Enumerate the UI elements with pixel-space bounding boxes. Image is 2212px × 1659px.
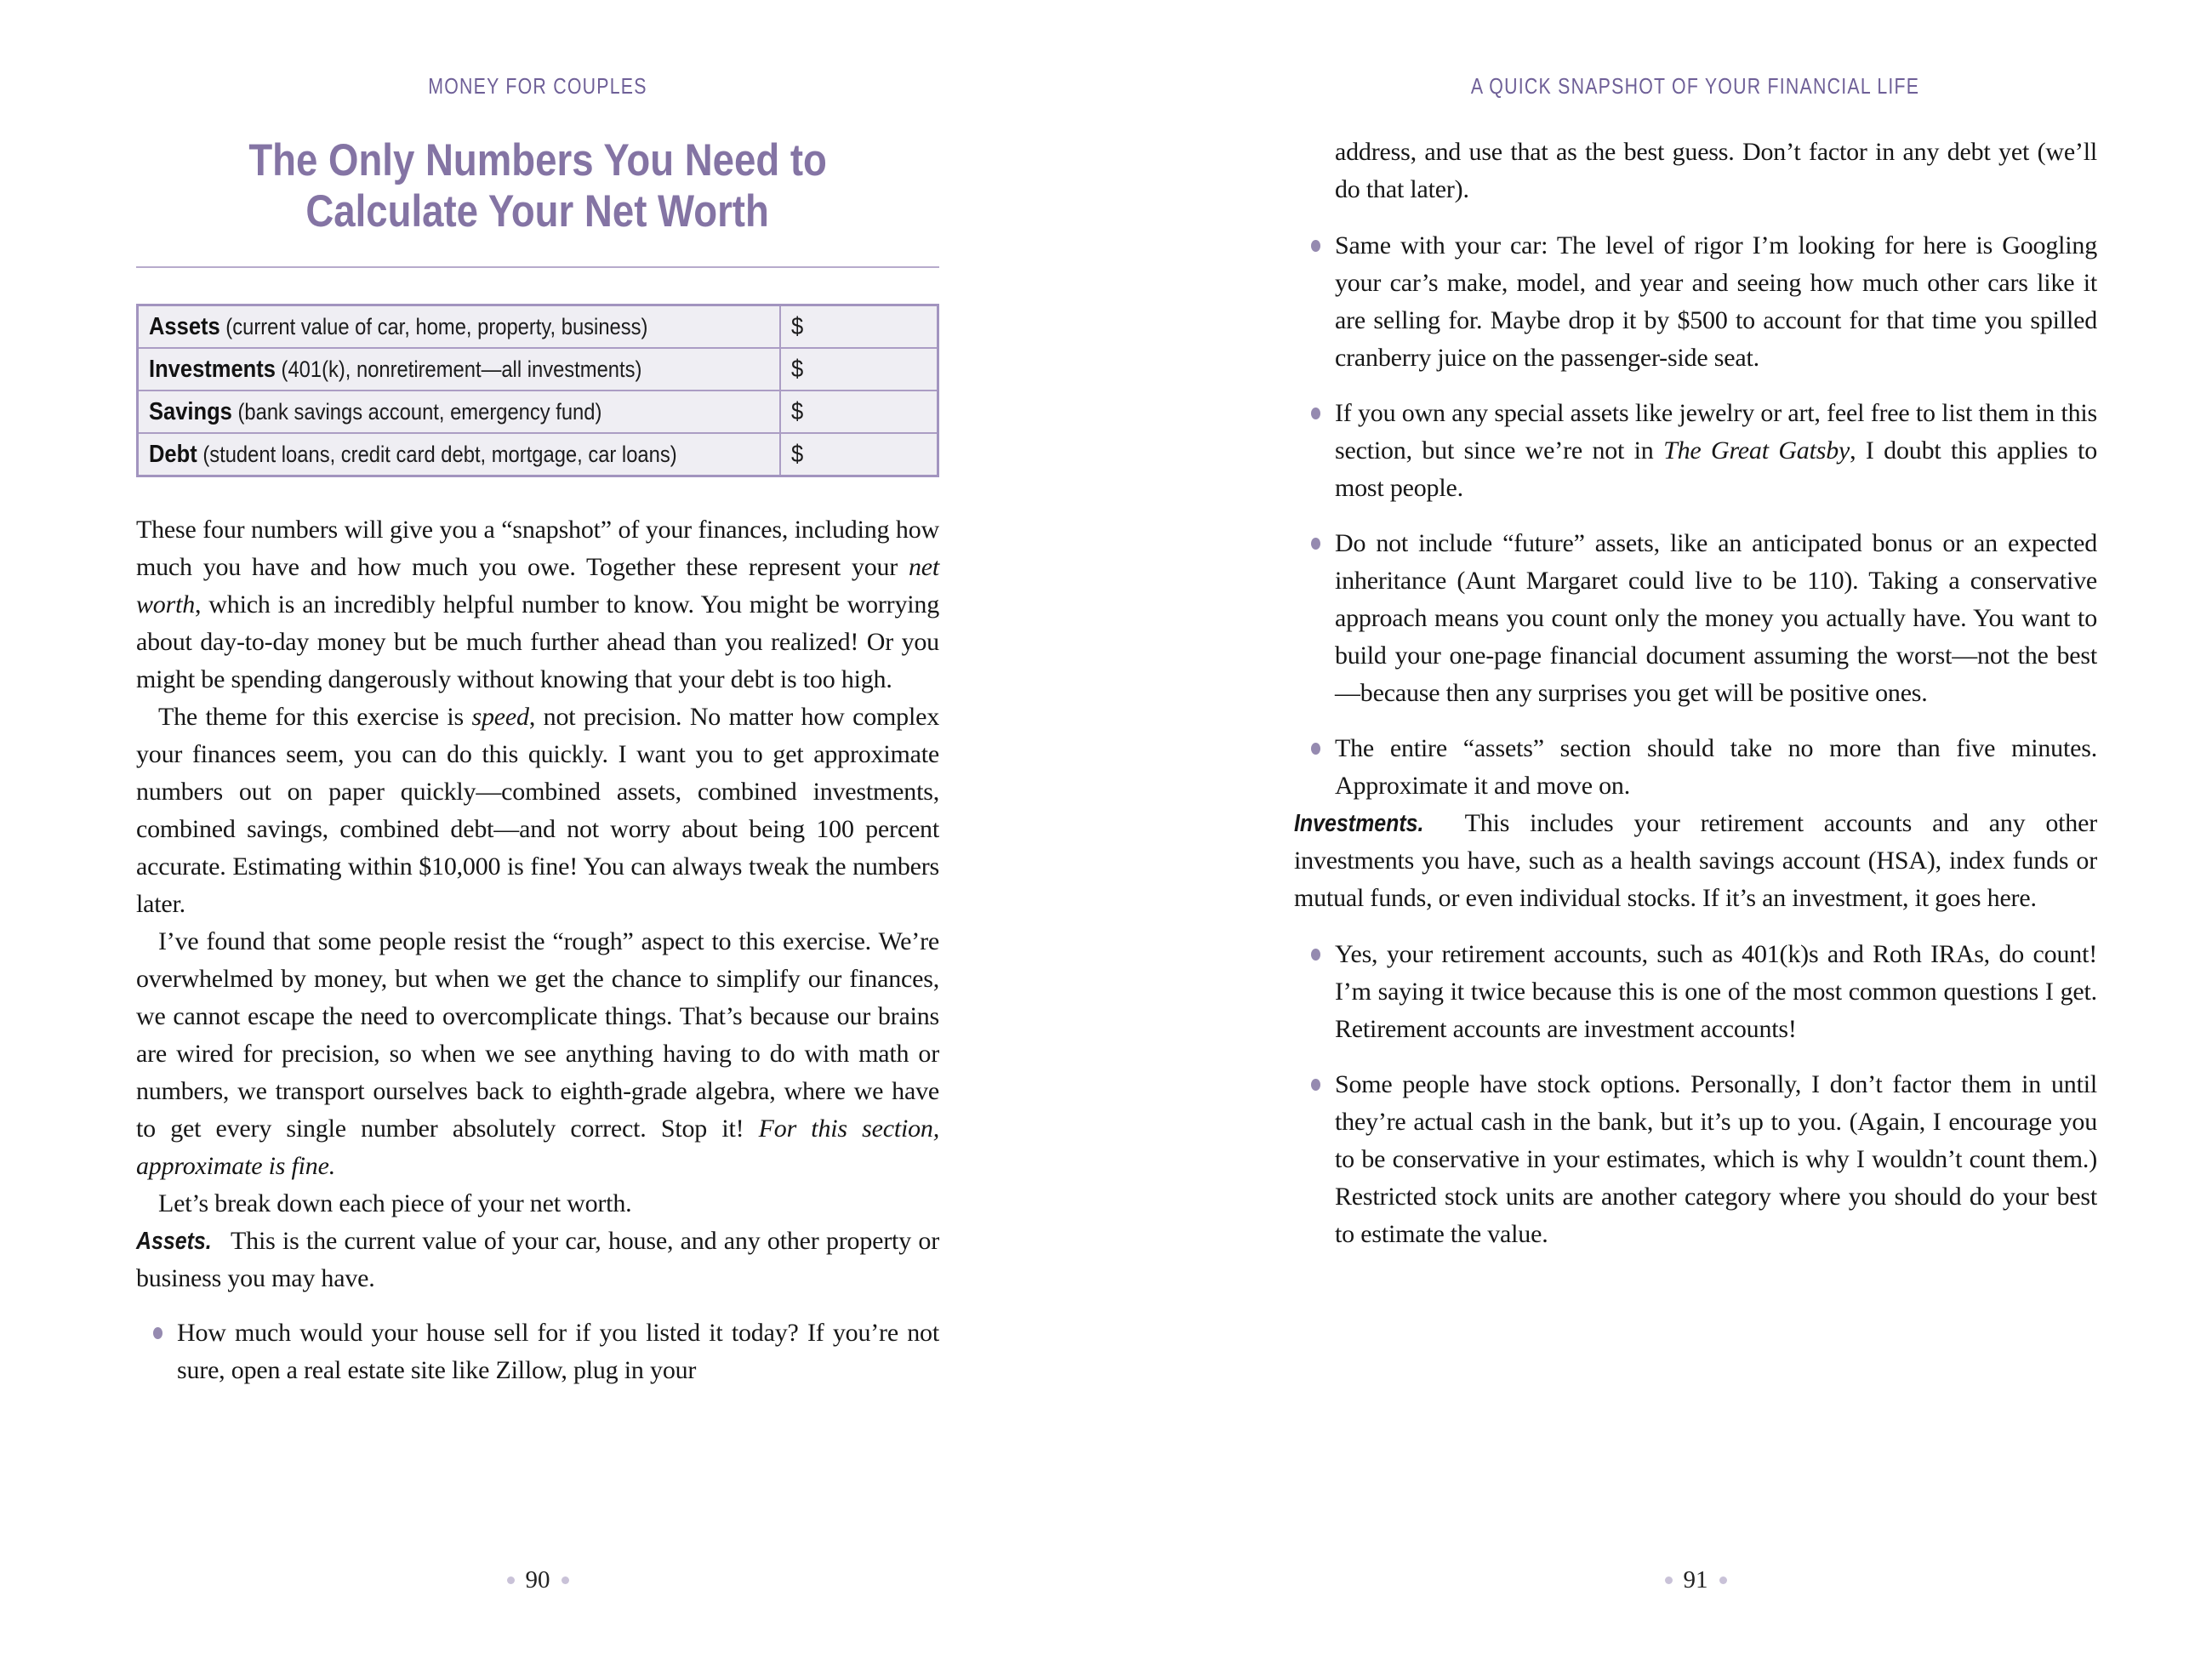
row-label-cell [138, 348, 781, 391]
folio-dot-icon [1665, 1576, 1673, 1584]
running-head-left-text: MONEY FOR COUPLES [428, 73, 647, 99]
running-head-left [136, 0, 939, 100]
bullet-text: Yes, your retirement accounts, such as 401(k)s and Roth IRAs, do count! I’m saying it twice because this is one of the most common questions I get. Retirement accounts are investment accounts! [1335, 940, 2097, 1043]
row-label: Savings [149, 397, 232, 425]
bullet-item [1335, 395, 2097, 507]
bullet-dot-icon [1311, 1079, 1320, 1091]
bullet-dot-icon [1311, 949, 1320, 961]
title-rule [136, 266, 939, 268]
row-value-cell [780, 391, 938, 433]
bullet-text: Do not include “future” assets, like an anticipated bonus or an expected inheritance (Aunt Margaret could live to be 110). Taking a conservative approach means you count only the money you actually have. You want to build your one-page financial document assuming the worst—not the best—because then any surprises you get will be positive ones. [1335, 529, 2097, 707]
row-desc: (student loans, credit card debt, mortgage, car loans) [197, 441, 677, 467]
paragraph: These four numbers will give you a “snapshot” of your finances, including how much you have and how much you owe. Together these represent your net worth, which is an incredibly helpful number to know. You might be worrying about day-to-day money but be much further ahead than you realized! Or you might be spending dangerously without knowing that your debt is too high. [136, 516, 939, 693]
page-number-right: 91 [1683, 1566, 1708, 1593]
table-row [138, 348, 938, 391]
row-desc: (401(k), nonretirement—all investments) [275, 356, 642, 382]
bullet-item [1335, 1066, 2097, 1253]
row-desc: (current value of car, home, property, business) [219, 313, 648, 339]
row-label: Assets [149, 312, 220, 340]
bullet-text: Same with your car: The level of rigor I’m looking for here is Googling your car’s make, model, and year and seeing how much other cars like it are selling for. Maybe drop it by $500 to account for that time you spilled cranberry juice on the passenger-side seat. [1335, 231, 2097, 372]
bullet-text: If you own any special assets like jewelry or art, feel free to list them in this section, but since we’re not in The Great Gatsby, I doubt this applies to most people. [1335, 399, 2098, 502]
bullet-list-assets-left [136, 1314, 939, 1389]
bullet-text: Some people have stock options. Personally, I don’t factor them in until they’re actual cash in the bank, but it’s up to you. (Again, I encourage you to be conservative in your estimates, which is why I wouldn’t count them.) Restricted stock units are another category where you should do your best to estimate the value. [1335, 1070, 2097, 1248]
bullet-item [1335, 730, 2097, 805]
bullet-list-assets-right [1294, 227, 2097, 805]
bullet-dot-icon [1311, 408, 1320, 419]
bullet-dot-icon [153, 1327, 162, 1339]
table-row [138, 433, 938, 476]
folio-right [1294, 1566, 2097, 1594]
bullet-item [1335, 525, 2097, 712]
bullet-text: The entire “assets” section should take no more than five minutes. Approximate it and move on. [1335, 734, 2097, 800]
body-copy-left [136, 511, 939, 1389]
row-desc: (bank savings account, emergency fund) [231, 398, 602, 425]
bullet-item [1335, 936, 2097, 1048]
paragraph: The theme for this exercise is speed, not precision. No matter how complex your finances seem, you can do this quickly. I want you to get approximate numbers out on paper quickly—combined assets, combined investments, combined savings, combined debt—and not worry about being 100 percent accurate. Estimating within $10,000 is fine! You can always tweak the numbers later. [136, 703, 939, 918]
bullet-item [177, 1314, 939, 1389]
table-row [138, 391, 938, 433]
page-right [1294, 0, 2097, 1659]
bullet-item [1335, 227, 2097, 377]
page-number-left: 90 [525, 1566, 550, 1593]
bullet-dot-icon [1311, 538, 1320, 550]
row-value-cell [780, 305, 938, 349]
running-head-right [1294, 0, 2097, 100]
folio-dot-icon [507, 1576, 515, 1584]
page-left [136, 0, 939, 1659]
bullet-dot-icon [1311, 240, 1320, 252]
chapter-title-line2: Calculate Your Net Worth [305, 186, 770, 237]
row-label-cell [138, 391, 781, 433]
folio-dot-icon [1719, 1576, 1727, 1584]
paragraph: Let’s break down each piece of your net worth. [158, 1189, 632, 1217]
running-head-right-text: A QUICK SNAPSHOT OF YOUR FINANCIAL LIFE [1471, 73, 1920, 99]
investments-section-paragraph: Investments. This includes your retirement accounts and any other investments you have, such as a health savings account (HSA), index funds or mutual funds, or even individual stocks. If it’s an investment, it goes here. [1294, 809, 2097, 912]
row-value-cell [780, 433, 938, 476]
bullet-continuation-paragraph: address, and use that as the best guess. Don’t factor in any debt yet (we’ll do that later). [1335, 138, 2097, 203]
row-label-cell [138, 305, 781, 349]
row-value: $ [791, 440, 804, 468]
row-value-cell [780, 348, 938, 391]
row-value: $ [791, 397, 804, 425]
body-copy-right [1294, 227, 2097, 1253]
networth-table [136, 304, 939, 477]
row-value: $ [791, 312, 804, 340]
chapter-title-line1: The Only Numbers You Need to [248, 135, 827, 185]
assets-section-paragraph: Assets. This is the current value of your car, house, and any other property or business you may have. [136, 1227, 939, 1292]
chapter-title [136, 135, 939, 237]
row-label: Debt [149, 440, 197, 468]
folio-dot-icon [562, 1576, 569, 1584]
folio-left [136, 1566, 939, 1594]
bullet-dot-icon [1311, 743, 1320, 755]
paragraph: I’ve found that some people resist the “rough” aspect to this exercise. We’re overwhelmed by money, but when we get the chance to simplify our finances, we cannot escape the need to overcomplicate things. That’s because our brains are wired for precision, so when we see anything having to do with math or numbers, we transport ourselves back to eighth-grade algebra, where we have to get every single number absolutely correct. Stop it! For this section, approximate is fine. [136, 927, 939, 1180]
bullet-list-investments [1294, 936, 2097, 1253]
row-value: $ [791, 355, 804, 383]
row-label-cell [138, 433, 781, 476]
row-label: Investments [149, 355, 276, 383]
table-row [138, 305, 938, 349]
bullet-text: How much would your house sell for if you listed it today? If you’re not sure, open a real estate site like Zillow, plug in your [177, 1319, 939, 1384]
